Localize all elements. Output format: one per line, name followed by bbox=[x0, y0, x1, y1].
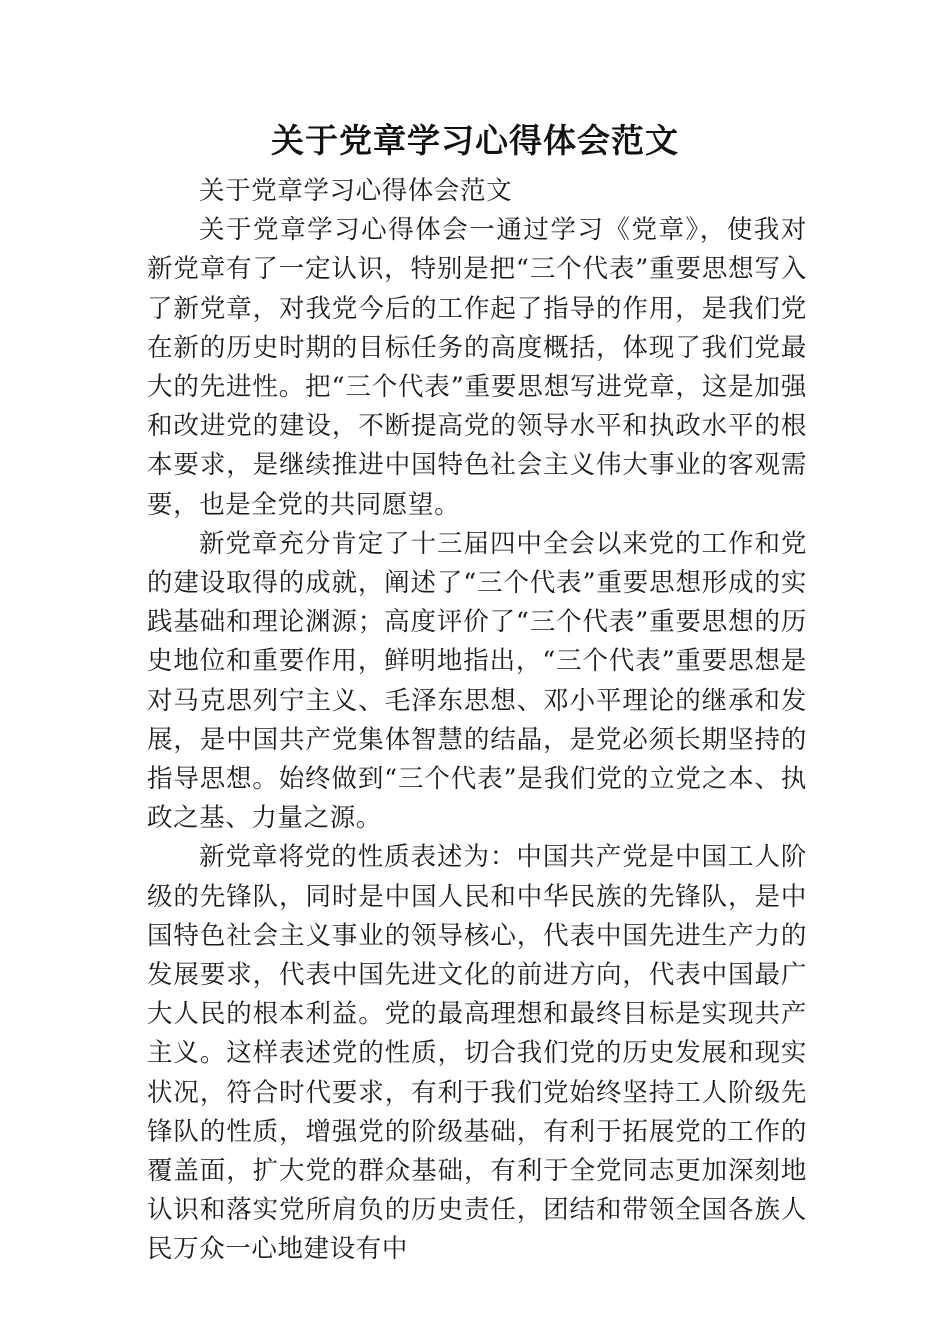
document-body bbox=[147, 172, 807, 1270]
paragraph-subtitle: 关于党章学习心得体会范文 bbox=[199, 176, 513, 206]
paragraph: 新党章将党的性质表述为：中国共产党是中国工人阶级的先锋队，同时是中国人民和中华民族的先锋队，是中国特色社会主义事业的领导核心，代表中国先进生产力的发展要求，代表中国先进文化的前进方向，代表中国最广大人民的根本利益。党的最高理想和最终目标是实现共产主义。这样表述党的性质，切合我们党的历史发展和现实状况，符合时代要求，有利于我们党始终坚持工人阶级先锋队的性质，增强党的阶级基础，有利于拓展党的工作的覆盖面，扩大党的群众基础，有利于全党同志更加深刻地认识和落实党所肩负的历史责任，团结和带领全国各族人民万众一心地建设有中 bbox=[147, 842, 807, 1265]
paragraph: 新党章充分肯定了十三届四中全会以来党的工作和党的建设取得的成就，阐述了“三个代表”重要思想形成的实践基础和理论渊源；高度评价了“三个代表”重要思想的历史地位和重要作用，鲜明地指出，“三个代表”重要思想是对马克思列宁主义、毛泽东思想、邓小平理论的继承和发展，是中国共产党集体智慧的结晶，是党必须长期坚持的指导思想。始终做到“三个代表”是我们党的立党之本、执政之基、力量之源。 bbox=[147, 528, 807, 834]
paragraph: 关于党章学习心得体会一通过学习《党章》，使我对新党章有了一定认识，特别是把“三个代表”重要思想写入了新党章，对我党今后的工作起了指导的作用，是我们党在新的历史时期的目标任务的高度概括，体现了我们党最大的先进性。把“三个代表”重要思想写进党章，这是加强和改进党的建设，不断提高党的领导水平和执政水平的根本要求，是继续推进中国特色社会主义伟大事业的客观需要，也是全党的共同愿望。 bbox=[147, 215, 807, 520]
document-title: 关于党章学习心得体会范文 bbox=[271, 121, 679, 160]
